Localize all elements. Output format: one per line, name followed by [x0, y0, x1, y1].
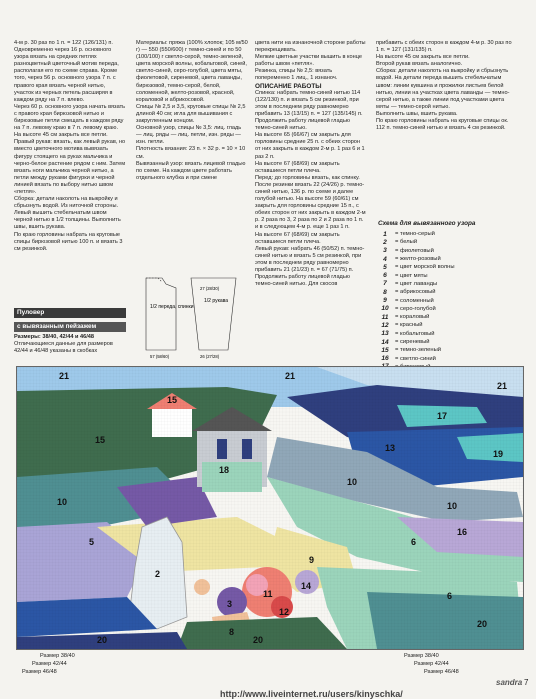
region-number: 8	[229, 627, 235, 637]
sizes-block	[14, 334, 126, 355]
region-number: 12	[279, 607, 290, 617]
schematic-measure: 57 (58/60)	[150, 354, 170, 359]
color-key-symbol: 13	[381, 330, 389, 338]
region-number: 10	[347, 477, 358, 487]
region-number: 17	[437, 411, 448, 421]
garment-schematic	[136, 272, 248, 360]
color-key-row	[378, 255, 518, 263]
color-key-symbol: 9	[383, 297, 387, 305]
paragraph: На высоте 45 см закрыть все петли.	[376, 54, 470, 61]
region-number: 5	[89, 537, 95, 547]
color-key-symbol: 4	[383, 255, 387, 263]
color-key-symbol: 2	[383, 238, 387, 246]
region-number: 11	[263, 589, 273, 599]
paragraph: По краю горловины набрать на круговые спицы бирюзовой нитью 100 п. и вязать 3 см резинкой.	[14, 231, 123, 252]
color-key-row	[378, 288, 518, 296]
paragraph: Материалы: пряжа (100% хлопок; 105 м/50 г) — 550 (550/600) г темно-синей и по 50 (100/100) г светло-серой, темно-зеленой, цвета морской волны, кобальтовой, синей, светло-синей, серо-голубой, цвета мяты, фиолетовой, сиреневой, цвета лаванды, бирюзовой, темно-серой, белой, соломенной, желто-розовой, красной, кораловой и абрикосовой.	[136, 40, 248, 103]
color-key-row	[378, 247, 518, 255]
paragraph: Резинка, спицы № 2,5: вязать попеременно 1 лиц., 1 изнаноч.	[255, 68, 338, 82]
region-number: 2	[155, 569, 161, 579]
size-label-left: Размер 38/40	[40, 653, 75, 659]
color-key-label: = цвет мяты	[395, 272, 428, 279]
region-number: 9	[309, 555, 315, 565]
region-number: 3	[227, 599, 233, 609]
paragraph: На высоте 45 см закрыть все петли.	[14, 132, 108, 139]
color-key-row	[378, 346, 518, 354]
region-number: 13	[385, 443, 396, 453]
region-number: 16	[457, 527, 468, 537]
text-column-1	[14, 40, 126, 253]
region-number: 10	[57, 497, 68, 507]
color-key-label: = белый	[395, 239, 418, 246]
color-key-label: = цвет лаванды	[395, 280, 438, 287]
region-number: 21	[59, 371, 70, 381]
color-key-symbol: 11	[381, 313, 389, 321]
size-label-left: Размер 46/48	[22, 669, 57, 675]
paragraph: Вывязанный узор: вязать лицевой гладью по схеме. На каждом цвете работать отдельного клубка и при смене	[136, 160, 246, 181]
color-key-label: = темно-зеленый	[395, 347, 441, 354]
color-key-symbol: 7	[383, 280, 387, 288]
color-key-symbol: 16	[381, 355, 389, 363]
color-key-label: = цвет морской волны	[395, 264, 455, 271]
size-label-right: Размер 42/44	[414, 661, 449, 667]
color-key-label: = абрикосовый	[395, 289, 436, 296]
color-key-row	[378, 305, 518, 313]
color-key-row	[378, 330, 518, 338]
color-key-label: = желто-розовый	[395, 256, 441, 263]
paragraph: Через 60 р. основного узора начать вязать с правого края бирюзовой нитью и бирюзовые петли смещать в каждом ряду на 7 п. левому краю в 7 п. левому краю.	[14, 103, 126, 132]
region-number: 6	[447, 591, 453, 601]
paragraph: Продолжить работу лицевой гладью темно-синей нитью.	[255, 118, 350, 132]
paragraph: Одновременно через 16 р. основного узора вязать на средних петлях разноцветный цветочный мотив переда, располагая его по схеме справа. Кроме того, через 56 р. основного узора 7 п. с правого края вязать черной нитью, участок из черных петель расширяя в каждом ряду на 7 п. влево.	[14, 47, 119, 103]
paragraph: На высоте 65 (66/67) см закрыть для горловины средние 25 п. с обеих сторон от них закрыть в каждом 2-м р. 1 раз 6 и 1 раз 2 п.	[255, 132, 365, 160]
region-number: 14	[301, 581, 312, 591]
color-key-label: = красный	[395, 322, 423, 329]
region-number: 15	[167, 395, 178, 405]
color-key-title: Схема для вывязанного узора	[378, 220, 476, 227]
paragraph: Левый рукав: набрать 46 (50/52) п. темно-синей нитью и вязать 5 см резинкой, при этом в последнем ряду равномерно прибавить 21 (21/23) п. = 67 (71/75) п.	[255, 245, 365, 273]
schematic-label-sleeve: 1/2 рукава	[204, 298, 229, 304]
color-key-label: = сиреневый	[395, 339, 430, 345]
size-label-left: Размер 42/44	[32, 661, 67, 667]
region-number: 15	[95, 435, 106, 445]
paragraph: 4-м р. 30 раз по 1 п. = 122 (126/131) п.	[14, 40, 113, 46]
paragraph: Спицы № 2,5 и 3,5, круговые спицы № 2,5 длиной 40 см; игла для вышивания с закругленным концом.	[136, 103, 246, 125]
paragraph: На высоте 67 (68/69) см закрыть оставшиеся петли плеча.	[255, 160, 340, 174]
page-number: 7	[524, 678, 529, 687]
paragraph: Сборка: детали наколоть на выкройку и сбрызнуть водой. Из ниточной стороны. Левый вышить стебельчатым швом черной нитью в 1/2 толщины. Выполнить швы, вшить рукава.	[14, 196, 121, 231]
landscape-pattern-chart	[16, 366, 524, 650]
color-key-label: = светло-синий	[395, 355, 436, 362]
color-key-symbol: 15	[381, 346, 389, 354]
size-label-right: Размер 46/48	[424, 669, 459, 675]
section-title-pullover: Пуловер	[14, 308, 126, 318]
region-number: 10	[447, 501, 458, 511]
color-key-symbol: 5	[383, 263, 387, 271]
region-number: 18	[219, 465, 230, 475]
region-number: 20	[253, 635, 264, 645]
source-url[interactable]: http://www.liveinternet.ru/users/kinyschka/	[220, 689, 403, 699]
paragraph: прибавить с обеих сторон в каждом 4-м р. 30 раз по 1 п. = 127 (131/135) п.	[376, 40, 512, 54]
color-key-row	[378, 263, 518, 271]
text-column-3	[255, 40, 367, 288]
text-column-2	[136, 40, 248, 182]
region-number: 20	[97, 635, 108, 645]
color-key-label: = соломенный	[395, 297, 434, 304]
color-key-symbol: 8	[383, 288, 387, 296]
size-label-right: Размер 38/40	[404, 653, 439, 659]
paragraph: Мелкие цветные участки вышить в конце работы швом «петля».	[255, 54, 362, 68]
schematic-measure: 26 (27/28)	[200, 354, 220, 359]
section-heading: ОПИСАНИЕ РАБОТЫ	[255, 82, 322, 90]
region-number: 20	[477, 619, 488, 629]
color-key-label: = кораловый	[395, 314, 430, 321]
paragraph: Сборка: детали наколоть на выкройку и сбрызнуть водой. На детали переда вышить стебельчатым швом: линии кувшина и прожилки листьев белой нитью, линии на участках цвета лаванды — темно-серой нитью, а также линии под участками цвета мяты — темно-серой нитью.	[376, 68, 510, 110]
region-number: 6	[411, 537, 417, 547]
region-number: 21	[285, 371, 296, 381]
color-key-label: = серо-голубой	[395, 305, 436, 312]
paragraph: Правый рукав: вязать, как левый рукав, но вместо цветочного мотива вывязать фигуру стоящего на руках мальчика и черно-белое растение рядом с ним. Затем вязать ноги мальчика черной нитью, а петли между руками фигурки и черной линией вязать по выбору нитью швом «петля».	[14, 139, 126, 195]
color-key-label: = кобальтовый	[395, 330, 435, 337]
color-key-row	[378, 280, 518, 288]
pattern-svg	[17, 367, 523, 649]
color-key-symbol: 1	[383, 230, 387, 238]
paragraph: Выполнить швы, вшить рукава.	[376, 110, 458, 117]
paragraph: Плотность вязания: 23 п. × 32 р. = 10 × 10 см.	[136, 146, 246, 160]
color-key-symbol: 14	[381, 338, 389, 346]
schematic-label-front: 1/2 переда, спинки	[150, 304, 194, 310]
text-column-4	[376, 40, 516, 132]
paragraph: Основной узор, спицы № 3,5: лиц. гладь — лиц. ряды — лиц. петли, изн. ряды — изн. петли.	[136, 125, 242, 146]
paragraph: По краю горловины набрать на круговые спицы ок. 112 п. темно-синей нитью и вязать 4 см резинкой.	[376, 118, 509, 132]
color-key-symbol: 12	[381, 321, 389, 329]
section-subtitle: с вывязанным пейзажем	[14, 322, 126, 332]
paragraph: Продолжить работу лицевой гладью темно-синей нитью. Для скосов	[255, 274, 350, 288]
color-key-row	[378, 338, 518, 346]
region-number: 19	[493, 449, 504, 459]
color-key-symbol: 6	[383, 272, 387, 280]
color-key-row	[378, 296, 518, 304]
color-key-symbol: 3	[383, 247, 387, 255]
sizes-line: Размеры: 38/40, 42/44 и 46/48	[14, 334, 94, 340]
paragraph: Спинка: набрать темно-синей нитью 114 (122/130) п. и вязать 5 см резинкой, при этом в последнем ряду равномерно прибавить 13 (13/15) п. = 127 (135/145) п.	[255, 89, 363, 117]
color-key-label: = фиолетовый	[395, 247, 434, 254]
region-number: 21	[497, 381, 508, 391]
color-key-row	[378, 271, 518, 279]
schematic-measure: 27 (28/30)	[200, 286, 220, 291]
paragraph: цвета нити на изнаночной стороне работы перекрещивать.	[255, 40, 366, 54]
color-key-symbol: 10	[381, 305, 389, 313]
color-key-label: = темно-серый	[395, 231, 435, 238]
sizes-note: Отличающиеся данные для размеров 42/44 и 46/48 указаны в скобках	[14, 341, 113, 355]
color-key-row	[378, 238, 518, 246]
color-key-row	[378, 321, 518, 329]
paragraph: Перед: до горловины вязать, как спинку. После резинки вязать 22 (24/26) р. темно-синей нитью, 136 р. по схеме и далее голубой нитью. На высоте 59 (60/61) см закрыть для горловины средние 15 п., с обеих сторон от них закрыть в каждом 2-м р. 2 раза по 3, 2 раза по 2 и 2 раза по 1 п. и в следующем 4-м р. еще 1 раз 1 п.	[255, 174, 366, 231]
color-key-row	[378, 230, 518, 238]
color-key-row	[378, 354, 518, 362]
paragraph: На высоте 67 (68/69) см закрыть оставшиеся петли плеча.	[255, 231, 340, 245]
brand-name: sandra	[496, 678, 523, 687]
color-key-row	[378, 313, 518, 321]
paragraph: Второй рукав вязать аналогично.	[376, 61, 463, 68]
